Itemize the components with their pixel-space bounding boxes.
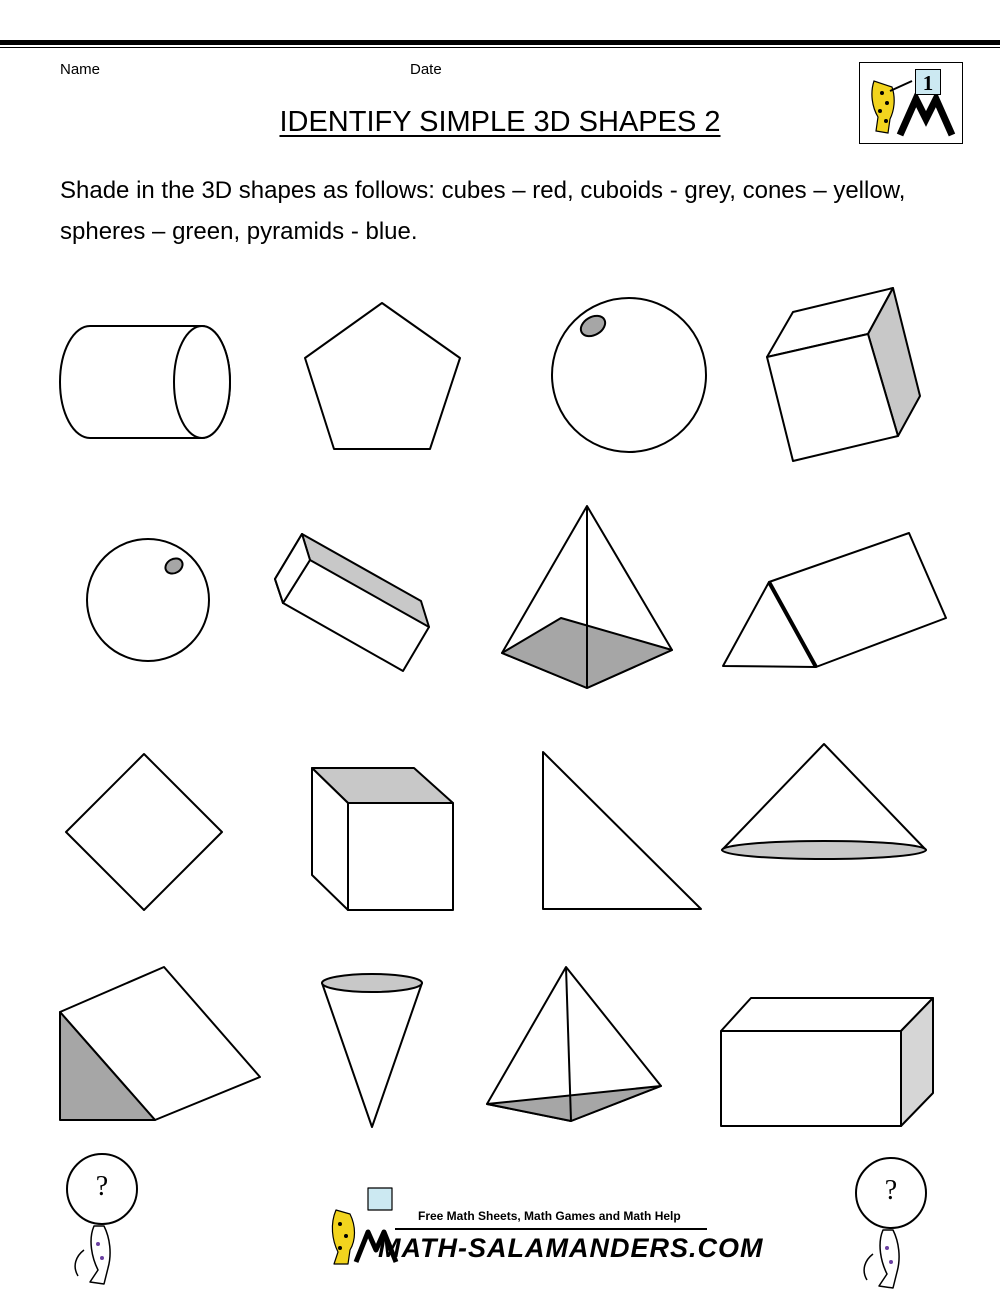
shape-triangular-prism[interactable]	[723, 533, 946, 667]
shape-wedge[interactable]	[60, 967, 260, 1120]
footer-rule	[395, 1228, 707, 1230]
worksheet-title: IDENTIFY SIMPLE 3D SHAPES 2	[279, 106, 721, 138]
worksheet-instructions: Shade in the 3D shapes as follows: cubes – red, cuboids - grey, cones – yellow, spheres – green, pyramids - blue.	[60, 177, 906, 245]
shape-cuboid-tilted[interactable]	[275, 534, 429, 671]
question-badge-left: ?	[95, 1171, 109, 1202]
shape-cuboid[interactable]	[721, 998, 933, 1126]
shape-square-pyramid[interactable]	[502, 506, 672, 688]
shape-triangular-pyramid[interactable]	[487, 967, 661, 1121]
date-label: Date	[410, 61, 442, 78]
shape-pentagon[interactable]	[305, 303, 460, 449]
shape-cone-flat[interactable]	[722, 744, 926, 859]
shape-sphere-small[interactable]	[87, 539, 209, 661]
shape-cone-inverted[interactable]	[322, 974, 422, 1127]
question-badge-right: ?	[884, 1175, 898, 1206]
shape-cube[interactable]	[312, 768, 453, 910]
shape-cube-rotated[interactable]	[767, 288, 920, 461]
footer-brand[interactable]: MATH-SALAMANDERS.COM	[378, 1233, 764, 1263]
grade-digit: 1	[915, 69, 941, 95]
shape-right-triangle[interactable]	[543, 752, 701, 909]
footer-tagline: Free Math Sheets, Math Games and Math Help	[418, 1209, 681, 1223]
shape-cylinder[interactable]	[60, 326, 230, 438]
shape-sphere-large[interactable]	[552, 298, 706, 452]
shape-square-diamond[interactable]	[66, 754, 222, 910]
name-label: Name	[60, 61, 101, 78]
